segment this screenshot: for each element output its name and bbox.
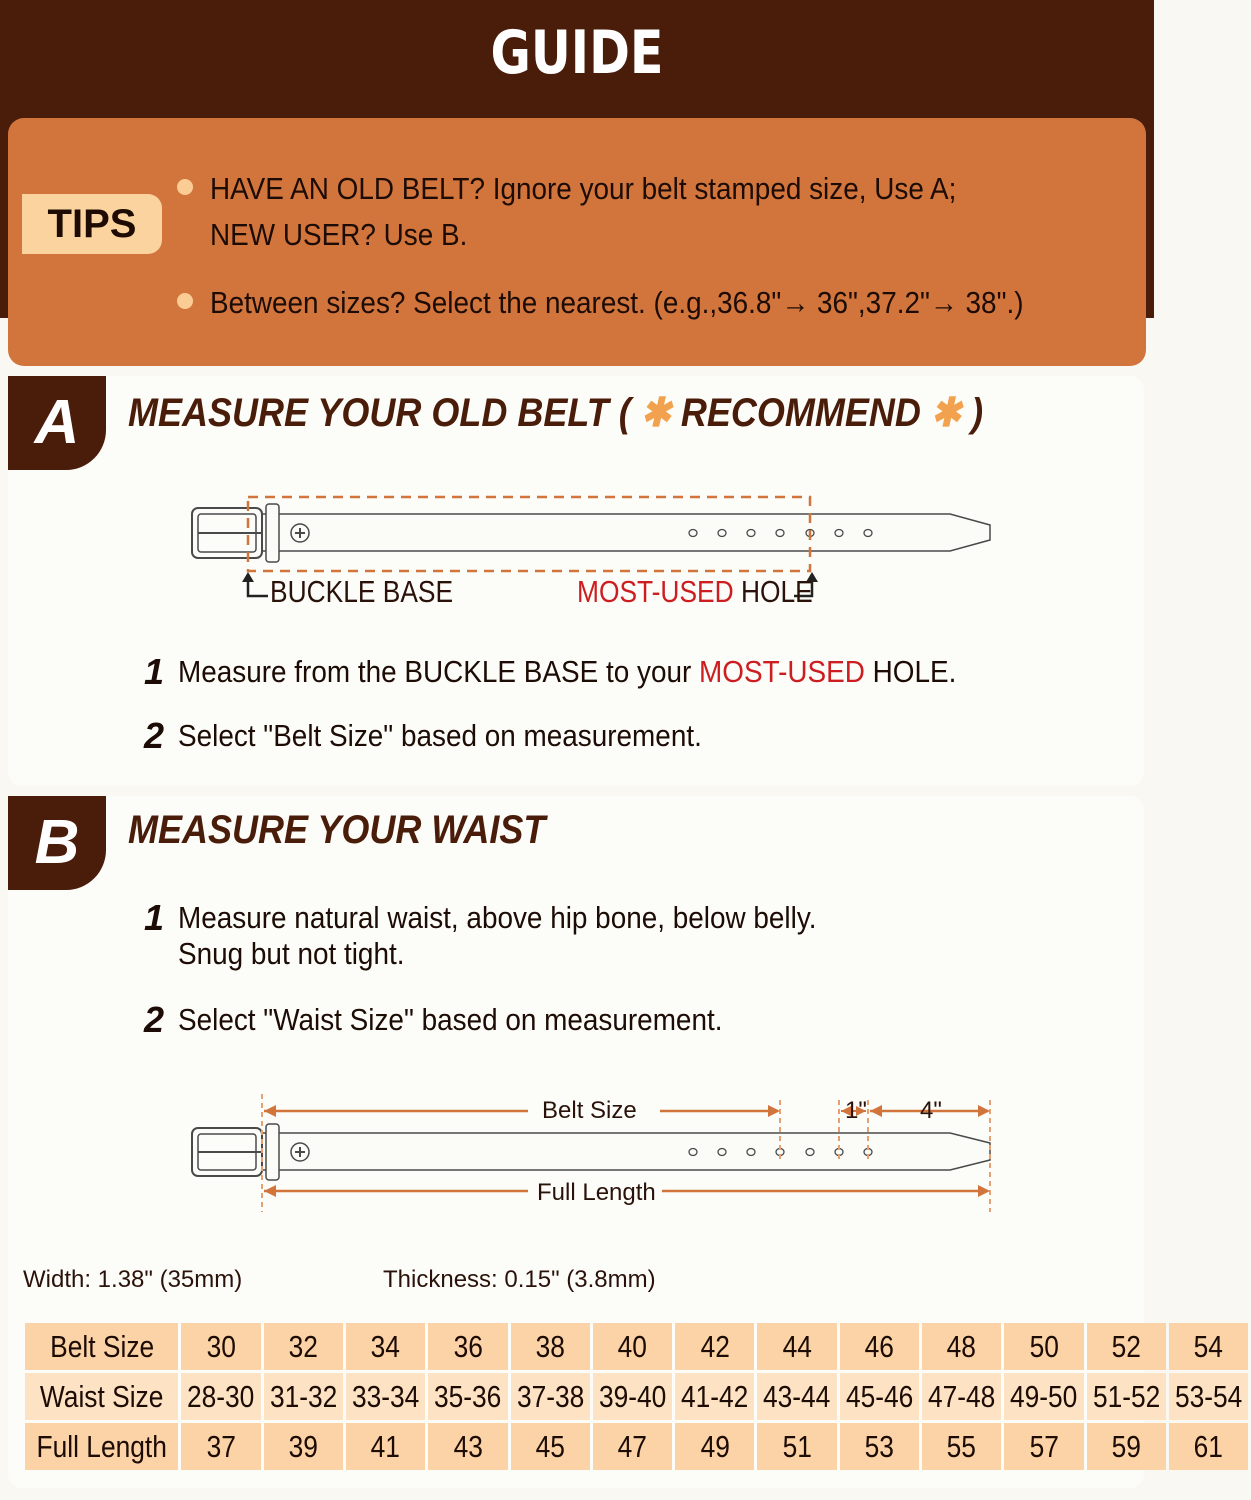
table-cell: 32 — [264, 1323, 343, 1370]
size-table — [22, 1320, 1251, 1473]
table-row — [25, 1373, 1248, 1420]
table-cell: 45-46 — [840, 1373, 919, 1420]
table-cell: 53 — [840, 1423, 919, 1470]
label-most-used-hole: MOST-USED HOLE — [577, 574, 813, 609]
table-cell: 61 — [1169, 1423, 1248, 1470]
spec-thickness: Thickness: 0.15" (3.8mm) — [383, 1266, 656, 1293]
table-cell: 46 — [840, 1323, 919, 1370]
table-cell: 49 — [675, 1423, 754, 1470]
table-cell: 44 — [757, 1323, 836, 1370]
table-cell: 41 — [346, 1423, 425, 1470]
section-a-title-end: ) — [971, 391, 984, 435]
section-a-step-2: 2 Select "Belt Size" based on measurement. — [144, 715, 702, 756]
table-cell: 31-32 — [264, 1373, 343, 1420]
table-cell: 36 — [428, 1323, 507, 1370]
table-row — [25, 1323, 1248, 1370]
table-cell: 39-40 — [593, 1373, 672, 1420]
table-cell: 45 — [511, 1423, 590, 1470]
table-cell: 30 — [181, 1323, 260, 1370]
table-cell: 43 — [428, 1423, 507, 1470]
table-row — [25, 1423, 1248, 1470]
table-cell: 37 — [181, 1423, 260, 1470]
section-b-step-2: 2 Select "Waist Size" based on measurement. — [144, 999, 723, 1040]
table-cell: 57 — [1004, 1423, 1083, 1470]
label-1-inch: 1" — [845, 1097, 867, 1124]
table-cell: 53-54 — [1169, 1373, 1248, 1420]
belt-keeper — [266, 1124, 279, 1180]
label-buckle-base: BUCKLE BASE — [270, 574, 454, 609]
tip-2-text: Between sizes? Select the nearest. (e.g.,36.8"→ 36",37.2"→ 38".) — [210, 285, 1024, 320]
section-b-step-1: 1 Measure natural waist, above hip bone, below belly. Snug but not tight. — [144, 897, 817, 971]
table-cell: 37-38 — [511, 1373, 590, 1420]
table-cell: 49-50 — [1004, 1373, 1083, 1420]
table-cell: 28-30 — [181, 1373, 260, 1420]
section-a-title-start: MEASURE YOUR OLD BELT ( — [128, 391, 631, 435]
section-b-title: MEASURE YOUR WAIST — [128, 808, 546, 852]
spec-width: Width: 1.38" (35mm) — [23, 1266, 243, 1293]
section-a-letter: A — [34, 388, 80, 457]
table-cell: 50 — [1004, 1323, 1083, 1370]
table-cell: 47-48 — [922, 1373, 1001, 1420]
section-b-letter: B — [34, 808, 80, 877]
tip-1-line-2: NEW USER? Use B. — [210, 217, 468, 252]
table-cell: 42 — [675, 1323, 754, 1370]
table-cell: 40 — [593, 1323, 672, 1370]
table-cell: 48 — [922, 1323, 1001, 1370]
section-a-step-1: 1 Measure from the BUCKLE BASE to your MOST-USED HOLE. — [144, 651, 957, 692]
table-cell: 59 — [1087, 1423, 1166, 1470]
label-belt-size: Belt Size — [542, 1097, 637, 1124]
table-cell: 54 — [1169, 1323, 1248, 1370]
table-cell: 47 — [593, 1423, 672, 1470]
label-full-length: Full Length — [537, 1179, 656, 1206]
table-cell: 51-52 — [1087, 1373, 1166, 1420]
table-cell: 34 — [346, 1323, 425, 1370]
table-cell: 38 — [511, 1323, 590, 1370]
table-cell: 35-36 — [428, 1373, 507, 1420]
table-cell: 41-42 — [675, 1373, 754, 1420]
star-icon: ✱ — [640, 391, 671, 435]
table-cell: 43-44 — [757, 1373, 836, 1420]
row-header: Full Length — [25, 1423, 178, 1470]
tips-badge-label: TIPS — [47, 202, 137, 246]
table-cell: 51 — [757, 1423, 836, 1470]
row-header: Waist Size — [25, 1373, 178, 1420]
page-title: GUIDE — [490, 18, 664, 88]
row-header: Belt Size — [25, 1323, 178, 1370]
table-cell: 39 — [264, 1423, 343, 1470]
table-cell: 55 — [922, 1423, 1001, 1470]
star-icon: ✱ — [930, 391, 962, 435]
tip-1-line-1: HAVE AN OLD BELT? Ignore your belt stamped size, Use A; — [210, 171, 957, 206]
table-cell: 33-34 — [346, 1373, 425, 1420]
belt-strap — [262, 1133, 990, 1170]
table-cell: 52 — [1087, 1323, 1166, 1370]
label-4-inch: 4" — [920, 1097, 942, 1124]
belt-size-arrow — [264, 1105, 780, 1117]
section-a-title-recommend: RECOMMEND — [680, 391, 921, 435]
